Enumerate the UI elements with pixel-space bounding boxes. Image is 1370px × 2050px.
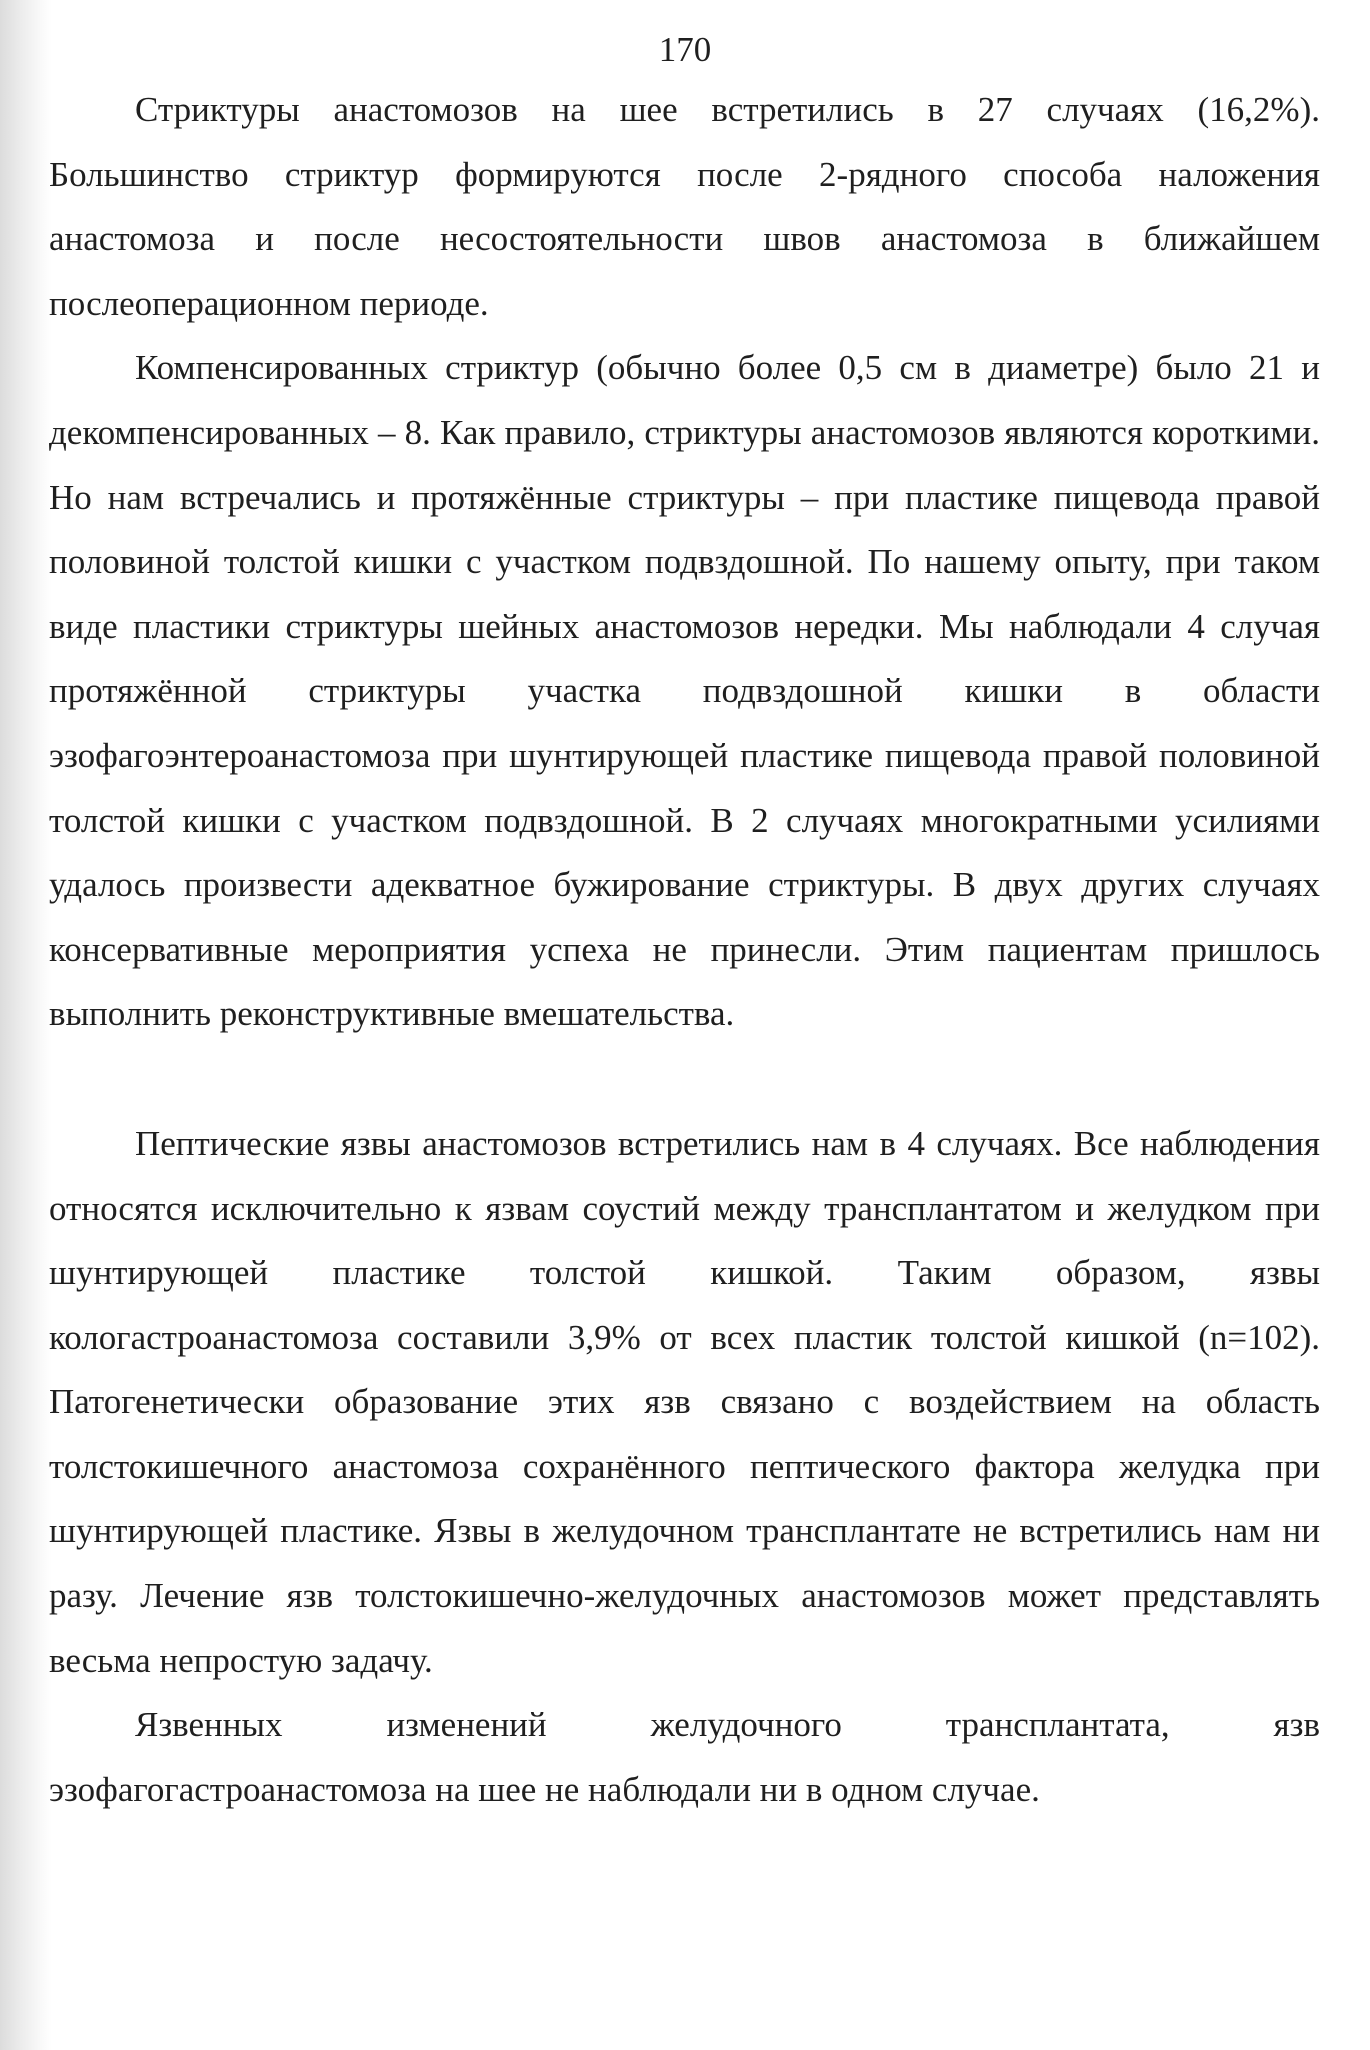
scan-edge-shadow: [0, 0, 52, 2050]
body-text: [49, 78, 1320, 1822]
paragraph: Язвенных изменений желудочного трансплантата, язв эзофагогастроанастомоза на шее не наблюдали ни в одном случае.: [49, 1705, 1320, 1809]
page-number: 170: [658, 30, 712, 69]
paragraph: Пептические язвы анастомозов встретились нам в 4 случаях. Все наблюдения относятся исключительно к язвам соустий между трансплантатом и желудком при шунтирующей пластике толстой кишкой. Таким образом, язвы кологастроанастомоза составили 3,9% от всех пластик толстой кишкой (n=102). Патогенетически образование этих язв связано с воздействием на область толстокишечного анастомоза сохранённого пептического фактора желудка при шунтирующей пластике. Язвы в желудочном трансплантате не встретились нам ни разу. Лечение язв толстокишечно-желудочных анастомозов может представлять весьма непростую задачу.: [49, 1123, 1320, 1680]
paragraph: Стриктуры анастомозов на шее встретились в 27 случаях (16,2%). Большинство стриктур формируются после 2-рядного способа наложения анастомоза и после несостоятельности швов анастомоза в ближайшем послеоперационном периоде.: [49, 90, 1320, 323]
paragraph: Компенсированных стриктур (обычно более 0,5 см в диаметре) было 21 и декомпенсированных – 8. Как правило, стриктуры анастомозов являются короткими. Но нам встречались и протяжённые стриктуры – при пластике пищевода правой половиной толстой кишки с участком подвздошной. По нашему опыту, при таком виде пластики стриктуры шейных анастомозов нередки. Мы наблюдали 4 случая протяжённой стриктуры участка подвздошной кишки в области эзофагоэнтероанастомоза при шунтирующей пластике пищевода правой половиной толстой кишки с участком подвздошной. В 2 случаях многократными усилиями удалось произвести адекватное бужирование стриктуры. В двух других случаях консервативные мероприятия успеха не принесли. Этим пациентам пришлось выполнить реконструктивные вмешательства.: [49, 348, 1320, 1034]
